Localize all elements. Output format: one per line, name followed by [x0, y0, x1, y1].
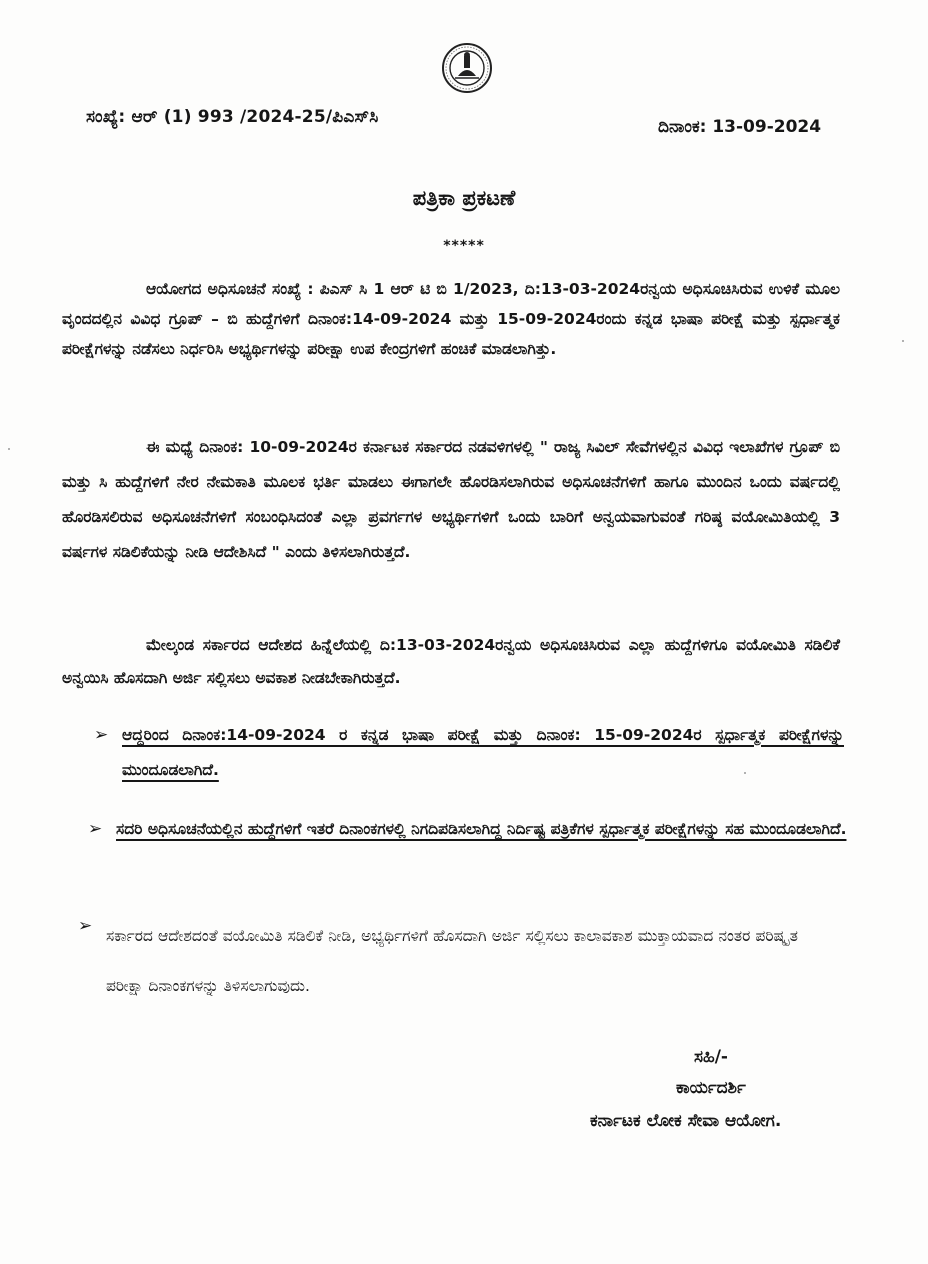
- title-separator: *****: [443, 238, 485, 254]
- list-item: [94, 718, 844, 788]
- signature-designation: ಕಾರ್ಯದರ್ಶಿ: [676, 1078, 746, 1098]
- signature-office: ಕರ್ನಾಟಕ ಲೋಕ ಸೇವಾ ಆಯೋಗ.: [590, 1111, 782, 1131]
- list-item: [88, 812, 850, 846]
- bullet-arrow-icon: ➢: [94, 725, 109, 745]
- paragraph-government-order: ಈ ಮಧ್ಯೆ ದಿನಾಂಕ: 10-09-2024ರ ಕರ್ನಾಟಕ ಸರ್ಕಾರದ ನಡವಳಿಗಳಲ್ಲಿ " ರಾಜ್ಯ ಸಿವಿಲ್ ಸೇವೆಗಳಲ್ಲಿನ ವಿವಿಧ ಇಲಾಖೆಗಳ ಗ್ರೂಪ್ ಬಿ ಮತ್ತು ಸಿ ಹುದ್ದೆಗಳಿಗೆ ನೇರ ನೇಮಕಾತಿ ಮೂಲಕ ಭರ್ತಿ ಮಾಡಲು ಈಗಾಗಲೇ ಹೊರಡಿಸಲಾಗಿರುವ ಅಧಿಸೂಚನೆಗಳಿಗೆ ಹಾಗೂ ಮುಂದಿನ ಒಂದು ವರ್ಷದಲ್ಲಿ ಹೊರಡಿಸಲಿರುವ ಅಧಿಸೂಚನೆಗಳಿಗೆ ಸಂಬಂಧಿಸಿದಂತೆ ಎಲ್ಲಾ ಪ್ರವರ್ಗಗಳ ಅಭ್ಯರ್ಥಿಗಳಿಗೆ ಒಂದು ಬಾರಿಗೆ ಅನ್ವಯವಾಗುವಂತೆ ಗರಿಷ್ಠ ವಯೋಮಿತಿಯಲ್ಲಿ 3 ವರ್ಷಗಳ ಸಡಿಲಿಕೆಯನ್ನು ನೀಡಿ ಆದೇಶಿಸಿದೆ " ಎಂದು ತಿಳಿಸಲಾಗಿರುತ್ತದೆ.: [62, 438, 840, 561]
- paragraph-age-relaxation: ಮೇಲ್ಕಂಡ ಸರ್ಕಾರದ ಆದೇಶದ ಹಿನ್ನೆಲೆಯಲ್ಲಿ ದಿ:13-03-2024ರನ್ವಯ ಅಧಿಸೂಚಿಸಿರುವ ಎಲ್ಲಾ ಹುದ್ದೆಗಳಿಗೂ ವಯೋಮಿತಿ ಸಡಿಲಿಕೆ ಅನ್ವಯಿಸಿ ಹೊಸದಾಗಿ ಅರ್ಜಿ ಸಲ್ಲಿಸಲು ಅವಕಾಶ ನೀಡಬೇಕಾಗಿರುತ್ತದೆ.: [62, 636, 840, 687]
- bullet-text-other-exams: ಸದರಿ ಅಧಿಸೂಚನೆಯಲ್ಲಿನ ಹುದ್ದೆಗಳಿಗೆ ಇತರೆ ದಿನಾಂಕಗಳಲ್ಲಿ ನಿಗದಿಪಡಿಸಲಾಗಿದ್ದ ನಿರ್ದಿಷ್ಟ ಪತ್ರಿಕೆಗಳ ಸ್ಪರ್ಧಾತ್ಮಕ ಪರೀಕ್ಷೆಗಳನ್ನು ಸಹ ಮುಂದೂಡಲಾಗಿದೆ.: [116, 820, 847, 838]
- commission-emblem-icon: [441, 42, 493, 94]
- page-title: ಪತ್ರಿಕಾ ಪ್ರಕಟಣೆ: [412, 186, 516, 210]
- scan-speck: [902, 340, 904, 342]
- bullet-text-revised-dates: ಸರ್ಕಾರದ ಆದೇಶದಂತೆ ವಯೋಮಿತಿ ಸಡಿಲಿಕೆ ನೀಡಿ, ಅಭ್ಯರ್ಥಿಗಳಿಗೆ ಹೊಸದಾಗಿ ಅರ್ಜಿ ಸಲ್ಲಿಸಲು ಕಾಲಾವಕಾಶ ಮುಕ್ತಾಯವಾದ ನಂತರ ಪರಿಷ್ಕೃತ ಪರೀಕ್ಷಾ ದಿನಾಂಕಗಳನ್ನು ತಿಳಿಸಲಾಗುವುದು.: [106, 927, 798, 995]
- reference-number: ಸಂಖ್ಯೆ: ಆರ್ (1) 993 /2024-25/ಪಿಎಸ್‌ಸಿ: [86, 107, 379, 127]
- scan-speck: [8, 448, 10, 450]
- bullet-arrow-icon: ➢: [78, 916, 93, 936]
- bullet-arrow-icon: ➢: [88, 819, 103, 839]
- list-item: [78, 911, 798, 1011]
- bullet-text-postponement: ಆದ್ದರಿಂದ ದಿನಾಂಕ:14-09-2024 ರ ಕನ್ನಡ ಭಾಷಾ ಪರೀಕ್ಷೆ ಮತ್ತು ದಿನಾಂಕ: 15-09-2024ರ ಸ್ಪರ್ಧಾತ್ಮಕ ಪರೀಕ್ಷೆಗಳನ್ನು ಮುಂದೂಡಲಾಗಿದೆ.: [122, 726, 844, 779]
- signature-signed: ಸಹಿ/-: [694, 1047, 728, 1067]
- issue-date: ದಿನಾಂಕ: 13-09-2024: [658, 117, 822, 137]
- scan-speck: [744, 772, 746, 774]
- paragraph-notification: ಆಯೋಗದ ಅಧಿಸೂಚನೆ ಸಂಖ್ಯೆ : ಪಿಎಸ್ ಸಿ 1 ಆರ್ ಟಿ ಬಿ 1/2023, ದಿ:13-03-2024ರನ್ವಯ ಅಧಿಸೂಚಿಸಿರುವ ಉಳಿಕೆ ಮೂಲ ವೃಂದದಲ್ಲಿನ ವಿವಿಧ ಗ್ರೂಪ್ – ಬಿ ಹುದ್ದೆಗಳಿಗೆ ದಿನಾಂಕ:14-09-2024 ಮತ್ತು 15-09-2024ರಂದು ಕನ್ನಡ ಭಾಷಾ ಪರೀಕ್ಷೆ ಮತ್ತು ಸ್ಪರ್ಧಾತ್ಮಕ ಪರೀಕ್ಷೆಗಳನ್ನು ನಡೆಸಲು ನಿರ್ಧರಿಸಿ ಅಭ್ಯರ್ಥಿಗಳನ್ನು ಪರೀಕ್ಷಾ ಉಪ ಕೇಂದ್ರಗಳಿಗೆ ಹಂಚಿಕೆ ಮಾಡಲಾಗಿತ್ತು.: [62, 280, 840, 358]
